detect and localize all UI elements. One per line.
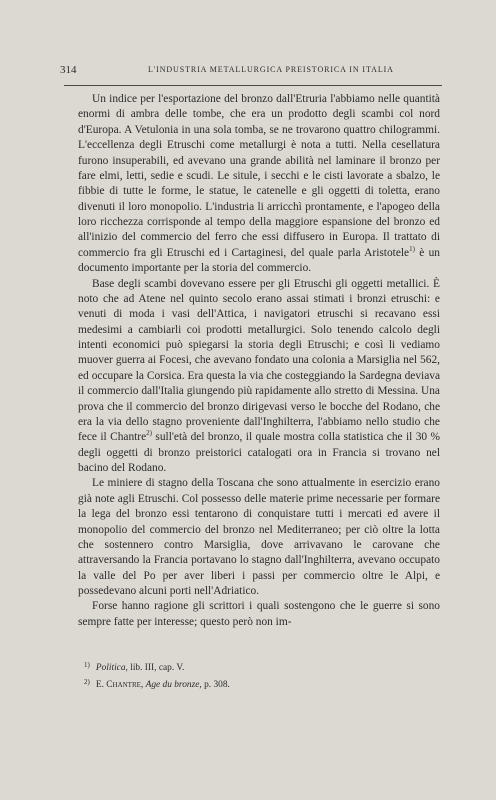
- page-number: 314: [60, 64, 77, 76]
- footnote-ref[interactable]: 2): [146, 429, 152, 438]
- footnote-marker: 1): [84, 661, 90, 669]
- footnote-ref[interactable]: 1): [409, 244, 415, 253]
- header-rule: [64, 85, 442, 86]
- footnote-citation: , lib. III, cap. V.: [125, 663, 185, 673]
- footnotes: [84, 658, 384, 692]
- paragraph: Un indice per l'esportazione del bronzo dall'Etruria l'abbiamo nelle quantità enormi di ambra delle tombe, che era un prodotto degli scambi col nord d'Europa. A Vetulonia in una sola tomba, se ne trovarono quattro chilogrammi. L'eccellenza degli Etruschi come metallurgi è nota a tutti. Nella cesellatura furono insuperabili, ed avevano una grande abilità nel laminare il bronzo per fare elmi, letti, sedie e scudi. Le situle, i secchi e le cisti lavorate a sbalzo, le fibbie di tutte le forme, le statue, le catenelle e gli oggetti di toletta, erano divenuti il loro monopolio. L'industria li arricchì prontamente, e l'apogeo della loro ricchezza corrisponde al tempo della maggiore espansione del bronzo ed all'inizio del commercio del ferro che essi diffusero in Europa. Il trattato di commercio fra gli Etruschi ed i Cartaginesi, del quale parla Aristotele$^{1)}$ è un documento importante per la storia del commercio.: [78, 93, 440, 275]
- footnote-title: Politica: [95, 663, 126, 673]
- footnote-citation: , p. 308.: [199, 680, 230, 690]
- running-title: L'INDUSTRIA METALLURGICA PREISTORICA IN ITALIA: [148, 65, 394, 74]
- footnote: [84, 658, 384, 675]
- body-text: [78, 92, 440, 630]
- page-header: [60, 64, 444, 78]
- footnote-marker: 2): [84, 678, 90, 686]
- footnote-author: E. Chantre: [95, 680, 141, 690]
- paragraph: Forse hanno ragione gli scrittori i quali sostengono che le guerre si sono sempre fatte per interesse; questo però non im-: [78, 600, 440, 628]
- footnote-title: Age du bronze: [145, 680, 200, 690]
- paragraph: Le miniere di stagno della Toscana che sono attualmente in esercizio erano già note agli Etruschi. Col possesso delle materie prime necessarie per formare la lega del bronzo essi tentarono di conquistare tutti i mercati ed avere il monopolio del commercio del bronzo nel Mediterraneo; per ciò oltre la lotta che sostennero contro Marsiglia, dove arrivavano le carovane che attraversando la Francia portavano lo stagno dall'Inghilterra, avevano occupato la valle del Po per aver liberi i passi per commercio oltre le Alpi, e possedevano alcuni porti nell'Adriatico.: [78, 477, 440, 597]
- footnote: $^{2)}$ E. Chantre, Age du bronze, p. 308.: [84, 678, 230, 690]
- paragraph: Base degli scambi dovevano essere per gli Etruschi gli oggetti metallici. È noto che ad Atene nel quinto secolo erano assai stimati i bronzi etruschi: e venuti di moda i vasi dell'Attica, i navigatori etruschi si recavano essi medesimi a cambiarli coi prodotti metallurgici. Solo tenendo calcolo degli intenti economici può spiegarsi la storia degli Etruschi; e così li vediamo muover guerra ai Focesi, che avevano fondato una colonia a Marsiglia nel 562, ed occupare la Corsica. Era questa la via che costeggiando la Sardegna deviava il commercio dall'Italia giungendo più rapidamente allo stretto di Messina. Una prova che il commercio del bronzo dirigevasi verso le bocche del Rodano, che era la via dello stagno proveniente dall'Inghilterra, l'abbiamo nello studio che fece il Chantre$^{2)}$ sull'età del bronzo, il quale mostra colla statistica che il 30 % degli oggetti di bronzo preistorici catalogati ora in Francia si trovano nel bacino del Rodano.: [78, 277, 440, 474]
